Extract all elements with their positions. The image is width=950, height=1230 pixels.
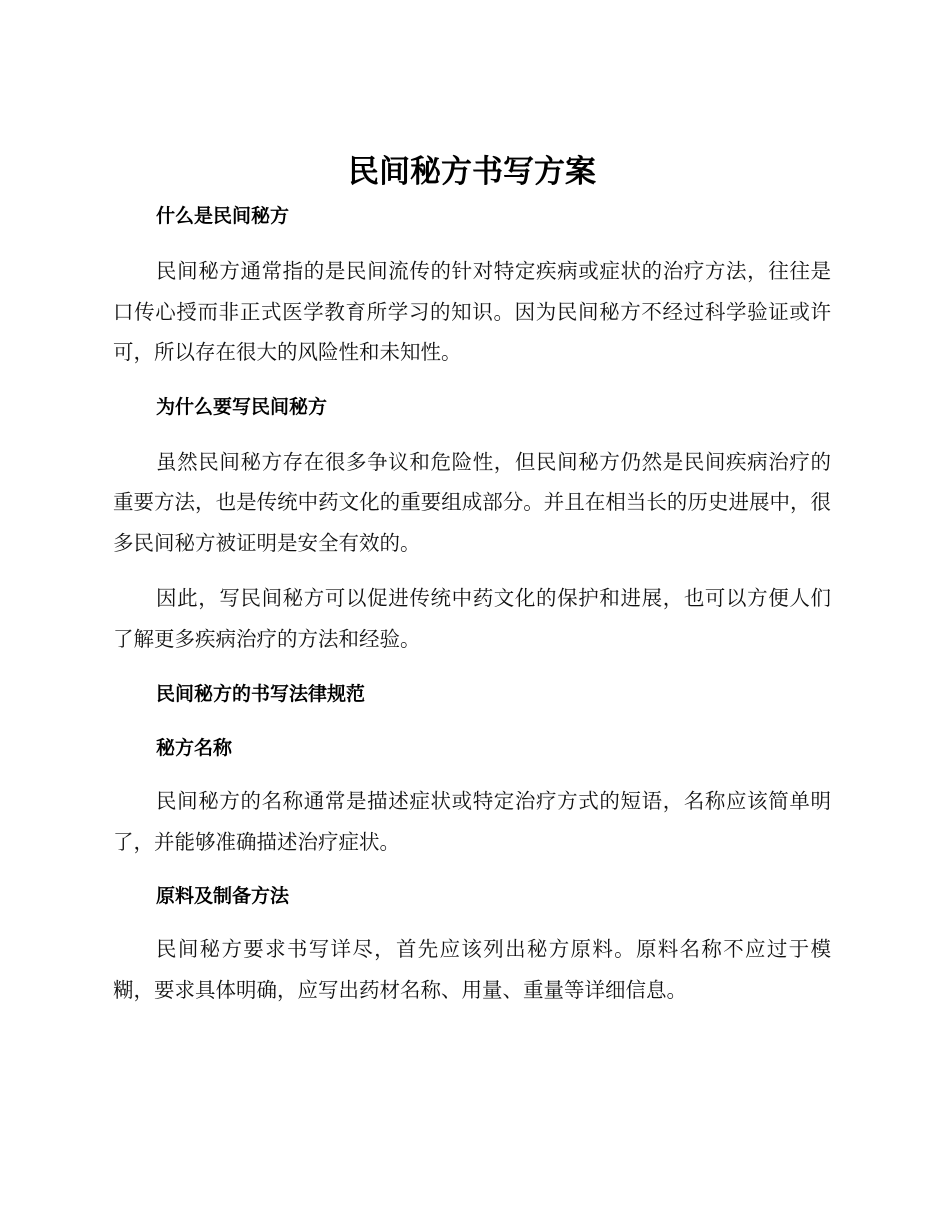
- section-heading-materials: 原料及制备方法: [156, 885, 290, 907]
- paragraph-name: 民间秘方的名称通常是描述症状或特定治疗方式的短语，名称应该简单明了，并能够准确描述治疗症状。: [113, 789, 831, 854]
- document-title: 民间秘方书写方案: [348, 154, 596, 190]
- paragraph-why-write-1: 虽然民间秘方存在很多争议和危险性，但民间秘方仍然是民间疾病治疗的重要方法，也是传统中药文化的重要组成部分。并且在相当长的历史进展中，很多民间秘方被证明是安全有效的。: [113, 449, 831, 555]
- document-body: [113, 150, 831, 1010]
- section-heading-name: 秘方名称: [156, 737, 233, 759]
- section-heading-legal-norms: 民间秘方的书写法律规范: [156, 683, 366, 705]
- section-heading-why-write: 为什么要写民间秘方: [156, 395, 328, 418]
- paragraph-why-write-2: 因此，写民间秘方可以促进传统中药文化的保护和进展，也可以方便人们了解更多疾病治疗的方法和经验。: [113, 586, 831, 651]
- section-heading-what-is: 什么是民间秘方: [156, 205, 290, 227]
- paragraph-materials: 民间秘方要求书写详尽，首先应该列出秘方原料。原料名称不应过于模糊，要求具体明确，应写出药材名称、用量、重量等详细信息。: [113, 937, 831, 1002]
- paragraph-what-is: 民间秘方通常指的是民间流传的针对特定疾病或症状的治疗方法，往往是口传心授而非正式医学教育所学习的知识。因为民间秘方不经过科学验证或许可，所以存在很大的风险性和未知性。: [113, 259, 831, 364]
